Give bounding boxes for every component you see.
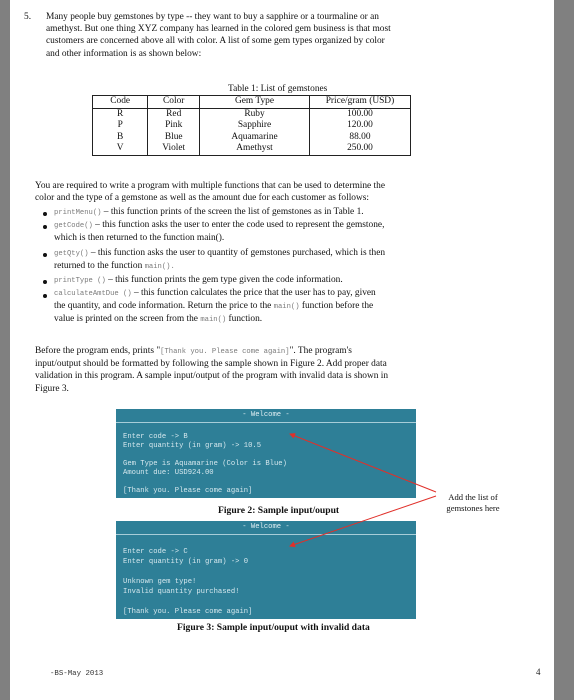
console-line: [Thank you. Please come again] <box>123 608 253 616</box>
cell-color: Pink <box>148 120 200 132</box>
header-color: Color <box>148 96 200 109</box>
function-name: main(). <box>144 263 175 272</box>
function-name: getCode() <box>54 222 93 230</box>
question-intro <box>46 11 516 60</box>
bullet-dot <box>43 294 47 298</box>
closing-line: Figure 3. <box>35 383 69 394</box>
requirements-line: You are required to write a program with multiple functions that can be used to determine the <box>35 181 385 191</box>
bullet-dot <box>43 212 47 216</box>
bullet-item <box>54 287 516 327</box>
bullet-text: – this function asks the user to enter the code used to represent the gemstone, <box>95 220 385 230</box>
bullet-item <box>54 206 514 219</box>
arrow-to-figure3 <box>290 496 436 546</box>
console-line: Enter code -> B <box>123 433 188 441</box>
closing-code: [Thank you. Please come again] <box>160 348 290 356</box>
closing-text: ". The program's <box>289 346 352 356</box>
console-line: Invalid quantity purchased! <box>123 588 240 596</box>
cell-color: Violet <box>148 143 200 155</box>
annotation-note <box>436 492 510 514</box>
annotation-line: Add the list of <box>448 492 498 502</box>
console-line: [Thank you. Please come again] <box>123 487 253 495</box>
header-code: Code <box>93 96 148 109</box>
bullet-item <box>54 247 516 273</box>
cell-price: 250.00 <box>309 143 410 155</box>
bullet-text: – this function calculates the price that the user has to pay, given <box>133 288 376 298</box>
table-row <box>93 120 411 132</box>
function-name: printType () <box>54 277 106 285</box>
cell-gem-type: Ruby <box>200 108 310 120</box>
function-name: printMenu() <box>54 209 102 217</box>
bullet-dot <box>43 280 47 284</box>
cell-color: Blue <box>148 132 200 144</box>
intro-line: and other information is as shown below: <box>46 48 202 59</box>
table-header-row <box>93 96 411 109</box>
intro-line: customers are concerned above all with color. A list of some gem types organized by color <box>46 36 385 47</box>
cell-color: Red <box>148 108 200 120</box>
console-line: Enter code -> C <box>123 548 188 556</box>
cell-gem-type: Amethyst <box>200 143 310 155</box>
table-row <box>93 108 411 120</box>
console-line: Amount due: USD924.00 <box>123 469 214 477</box>
question-number: 5. <box>24 12 32 22</box>
cell-code: P <box>93 120 148 132</box>
bullet-text: the quantity, and code information. Return the price to the <box>54 301 272 312</box>
cell-gem-type: Sapphire <box>200 120 310 132</box>
console-header: - Welcome - <box>242 523 290 531</box>
cell-code: B <box>93 132 148 144</box>
cell-gem-type: Aquamarine <box>200 132 310 144</box>
cell-price: 120.00 <box>309 120 410 132</box>
closing-text: Before the program ends, prints " <box>35 346 161 356</box>
annotation-arrows <box>260 430 440 550</box>
closing-line: validation in this program. A sample input/output of the program with invalid data is shown in <box>35 371 389 382</box>
bullet-text: – this function prints the gem type given the code information. <box>108 275 343 285</box>
bullet-item <box>54 274 516 287</box>
header-gem-type: Gem Type <box>200 96 310 109</box>
bullet-text: which is then returned to the function main(). <box>54 233 225 244</box>
intro-line: Many people buy gemstones by type -- they want to buy a sapphire or a tourmaline or an <box>46 12 379 22</box>
table-caption: Table 1: List of gemstones <box>228 84 328 94</box>
bullet-item <box>54 219 516 244</box>
gemstone-table <box>92 95 411 156</box>
function-name: getQty() <box>54 250 89 258</box>
requirements-text <box>35 180 520 204</box>
console-line: Unknown gem type! <box>123 578 197 586</box>
arrow-to-figure2 <box>290 434 436 492</box>
closing-paragraph <box>35 345 520 395</box>
bullet-text: value is printed on the screen from the <box>54 314 198 325</box>
cell-code: R <box>93 108 148 120</box>
document-page <box>10 0 554 700</box>
table-row <box>93 143 411 155</box>
annotation-line: gemstones here <box>446 503 500 513</box>
bullet-text: – this function asks the user to quantity of gemstones purchased, which is then <box>90 248 386 258</box>
requirements-line: color and the type of a gemstone as well as the amount due for each customer as follows: <box>35 193 370 204</box>
header-price: Price/gram (USD) <box>309 96 410 109</box>
cell-code: V <box>93 143 148 155</box>
bullet-text: function before the <box>301 301 374 312</box>
bullet-dot <box>43 253 47 257</box>
footer-left: -BS-May 2013 <box>50 670 104 678</box>
console-divider <box>116 422 416 423</box>
function-name: calculateAmtDue () <box>54 290 132 298</box>
figure3-caption: Figure 3: Sample input/ouput with invalid data <box>177 622 370 633</box>
function-name: main() <box>273 303 300 312</box>
bullet-text: returned to the function <box>54 261 143 272</box>
page-number: 4 <box>536 667 541 677</box>
bullet-dot <box>43 225 47 229</box>
console-line: Enter quantity (in gram) -> 0 <box>123 558 249 566</box>
cell-price: 88.00 <box>309 132 410 144</box>
bullet-text: function. <box>228 314 263 325</box>
console-line: Gem Type is Aquamarine (Color is Blue) <box>123 460 287 468</box>
intro-line: amethyst. But one thing XYZ company has learned in the colored gem business is that most <box>46 24 391 35</box>
closing-line: input/output should be formatted by following the sample shown in Figure 2. Add proper data <box>35 359 387 370</box>
table-row <box>93 132 411 144</box>
figure2-caption: Figure 2: Sample input/ouput <box>218 505 340 516</box>
console-header: - Welcome - <box>242 411 290 419</box>
bullet-text: – this function prints of the screen the list of gemstones as in Table 1. <box>103 207 364 217</box>
console-line: Enter quantity (in gram) -> 10.5 <box>123 442 262 450</box>
function-name: main() <box>200 316 227 325</box>
cell-price: 100.00 <box>309 108 410 120</box>
